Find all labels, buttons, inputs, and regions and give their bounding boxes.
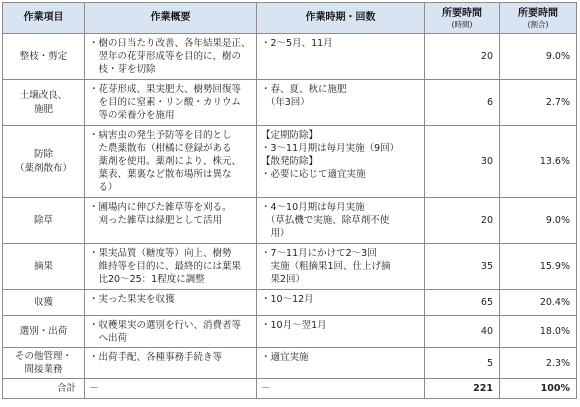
total-row bbox=[3, 379, 577, 399]
description-cell: ・収穫果実の選別を行い、消費者等 へ出荷 bbox=[85, 316, 257, 348]
item-cell: 整枝・剪定 bbox=[3, 34, 85, 80]
total-timing: － bbox=[257, 379, 425, 399]
work-table bbox=[2, 2, 577, 399]
hours-cell: 40 bbox=[425, 316, 500, 348]
item-cell: 除草 bbox=[3, 198, 85, 244]
description-cell: ・圃場内に伸びた雑草等を刈る。 刈った雑草は緑肥として活用 bbox=[85, 198, 257, 244]
total-description: － bbox=[85, 379, 257, 399]
ratio-cell: 20.4% bbox=[500, 290, 577, 316]
item-cell: 摘果 bbox=[3, 244, 85, 290]
total-ratio: 100% bbox=[500, 379, 577, 399]
header-item: 作業項目 bbox=[3, 3, 85, 34]
item-cell: 土壌改良、 施肥 bbox=[3, 80, 85, 126]
header-hours: 所要時間 (時間) bbox=[425, 3, 500, 34]
table-row bbox=[3, 244, 577, 290]
table-row bbox=[3, 198, 577, 244]
table-row bbox=[3, 348, 577, 379]
ratio-cell: 9.0% bbox=[500, 198, 577, 244]
table-row bbox=[3, 126, 577, 198]
description-cell: ・樹の日当たり改善、各年結果是正、 翌年の花芽形成等を目的に、樹の 枝・芽を切除 bbox=[85, 34, 257, 80]
header-ratio: 所要時間 (割合) bbox=[500, 3, 577, 34]
timing-cell: ・2～5月、11月 bbox=[257, 34, 425, 80]
table-row bbox=[3, 316, 577, 348]
table-row bbox=[3, 290, 577, 316]
item-cell: その他管理・ 間接業務 bbox=[3, 348, 85, 379]
description-cell: ・果実品質（糖度等）向上、樹勢 維持等を目的に、最終的には葉果 比20～25：1程度に調整 bbox=[85, 244, 257, 290]
hours-cell: 35 bbox=[425, 244, 500, 290]
hours-cell: 20 bbox=[425, 198, 500, 244]
ratio-cell: 15.9% bbox=[500, 244, 577, 290]
header-timing: 作業時期・回数 bbox=[257, 3, 425, 34]
item-cell: 防除 （薬剤散布） bbox=[3, 126, 85, 198]
hours-cell: 6 bbox=[425, 80, 500, 126]
timing-cell: ・7～11月にかけて2～3回 実施（粗摘果1回、仕上げ摘 果2回） bbox=[257, 244, 425, 290]
table-row bbox=[3, 80, 577, 126]
item-cell: 収獲 bbox=[3, 290, 85, 316]
timing-cell: ・4～10月期は毎月実施 （草払機で実施、除草剤不使 用） bbox=[257, 198, 425, 244]
header-description: 作業概要 bbox=[85, 3, 257, 34]
description-cell: ・花芽形成、果実肥大、樹勢回復等 を目的に窒素・リン酸・カリウム 等の栄養分を施用 bbox=[85, 80, 257, 126]
hours-cell: 5 bbox=[425, 348, 500, 379]
header-row bbox=[3, 3, 577, 34]
total-label: 合計 bbox=[3, 379, 85, 399]
total-hours: 221 bbox=[425, 379, 500, 399]
timing-cell: ・10～12月 bbox=[257, 290, 425, 316]
description-cell: ・実った果実を収獲 bbox=[85, 290, 257, 316]
description-cell: ・病害虫の発生予防等を目的とし た農薬散布（柑橘に登録がある 薬剤を使用。薬剤により、株元、 葉表、葉裏など散布場所は異な る） bbox=[85, 126, 257, 198]
table-row bbox=[3, 34, 577, 80]
timing-cell: ・適宜実施 bbox=[257, 348, 425, 379]
hours-cell: 20 bbox=[425, 34, 500, 80]
hours-cell: 65 bbox=[425, 290, 500, 316]
ratio-cell: 9.0% bbox=[500, 34, 577, 80]
ratio-cell: 13.6% bbox=[500, 126, 577, 198]
ratio-cell: 2.3% bbox=[500, 348, 577, 379]
timing-cell: ・春、夏、秋に施肥 （年3回） bbox=[257, 80, 425, 126]
item-cell: 選別・出荷 bbox=[3, 316, 85, 348]
hours-cell: 30 bbox=[425, 126, 500, 198]
timing-cell: 【定期防除】 ・3～11月期は毎月実施（9回） 【散発防除】 ・必要に応じて適宜実施 bbox=[257, 126, 425, 198]
timing-cell: ・10月～翌1月 bbox=[257, 316, 425, 348]
ratio-cell: 18.0% bbox=[500, 316, 577, 348]
ratio-cell: 2.7% bbox=[500, 80, 577, 126]
description-cell: ・出荷手配、各種事務手続き等 bbox=[85, 348, 257, 379]
